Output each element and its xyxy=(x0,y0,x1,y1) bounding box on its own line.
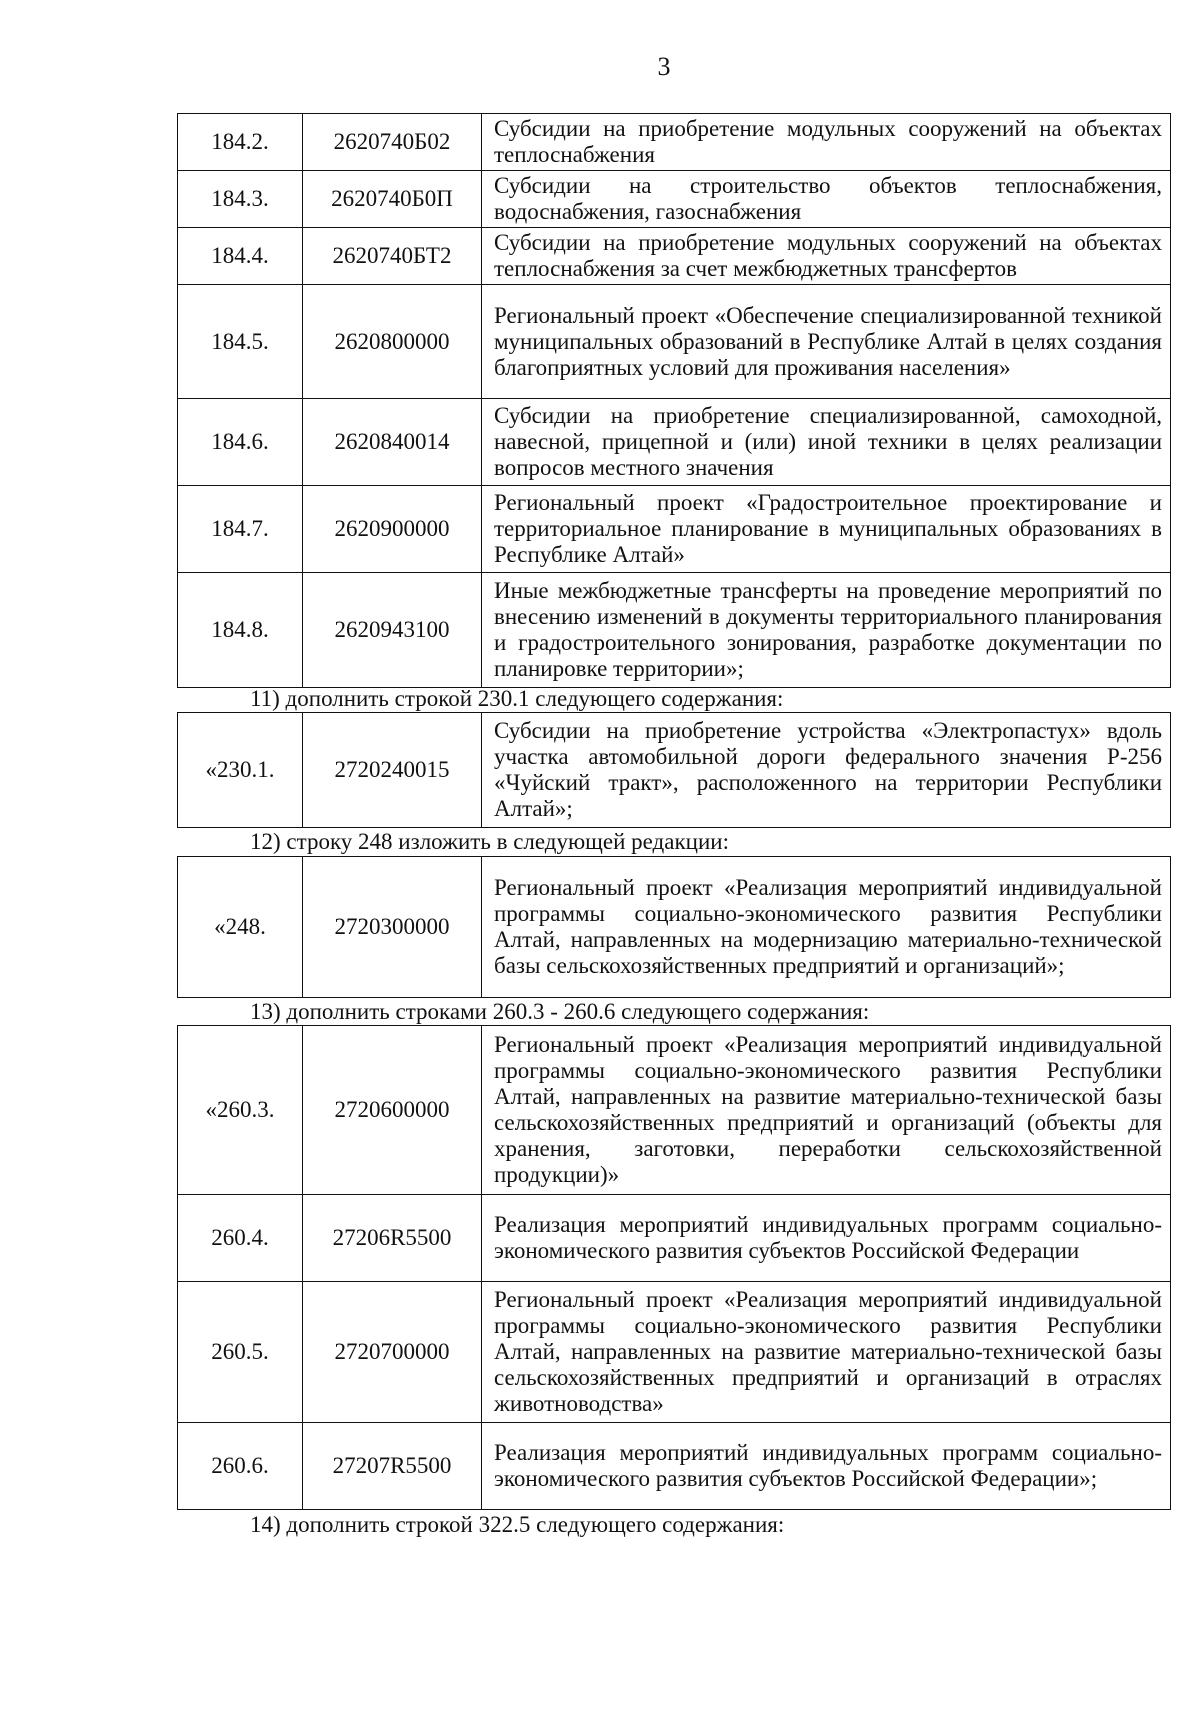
row-code: 2620943100 xyxy=(303,573,482,688)
table-row xyxy=(178,171,1171,228)
table-row xyxy=(178,114,1171,171)
row-code: 2620740Б02 xyxy=(303,114,482,171)
row-code: 2620740БТ2 xyxy=(303,228,482,285)
table-row xyxy=(178,228,1171,285)
row-description: Региональный проект «Обеспечение специализированной техникой муниципальных образований в Республике Алтай в целях создания благоприятных условий для проживания населения» xyxy=(482,285,1171,399)
row-description: Субсидии на строительство объектов теплоснабжения, водоснабжения, газоснабжения xyxy=(482,171,1171,228)
row-code: 27206R5500 xyxy=(303,1195,482,1282)
codes-table-2 xyxy=(177,712,1171,828)
row-code: 2620800000 xyxy=(303,285,482,399)
row-number: 184.4. xyxy=(178,228,303,285)
row-number: 260.5. xyxy=(178,1282,303,1423)
row-description: Реализация мероприятий индивидуальных программ социально-экономического развития субъектов Российской Федерации xyxy=(482,1195,1171,1282)
codes-table-1 xyxy=(177,113,1171,688)
row-code: 2620740Б0П xyxy=(303,171,482,228)
table-row xyxy=(178,285,1171,399)
row-number: 184.8. xyxy=(178,573,303,688)
row-code: 2720240015 xyxy=(303,713,482,828)
row-description: Субсидии на приобретение устройства «Электропастух» вдоль участка автомобильной дороги федерального значения Р-256 «Чуйский тракт», расположенного на территории Республики Алтай»; xyxy=(482,713,1171,828)
row-number: 260.4. xyxy=(178,1195,303,1282)
row-code: 2720700000 xyxy=(303,1282,482,1423)
table-row xyxy=(178,1195,1171,1282)
table-row xyxy=(178,1026,1171,1195)
table-row xyxy=(178,857,1171,998)
row-number: 184.6. xyxy=(178,399,303,486)
instruction-11: 11) дополнить строкой 230.1 следующего содержания: xyxy=(250,686,784,711)
row-number: «248. xyxy=(178,857,303,998)
row-number: «230.1. xyxy=(178,713,303,828)
row-description: Иные межбюджетные трансферты на проведение мероприятий по внесению изменений в документы территориального планирования и градостроительного зонирования, разработке документации по планировке территории»; xyxy=(482,573,1171,688)
row-number: 184.2. xyxy=(178,114,303,171)
row-code: 2720300000 xyxy=(303,857,482,998)
page-number: 3 xyxy=(657,52,671,81)
codes-table-4 xyxy=(177,1025,1171,1510)
table-row xyxy=(178,1423,1171,1510)
row-description: Региональный проект «Реализация мероприятий индивидуальной программы социально-экономического развития Республики Алтай, направленных на развитие материально-технической базы сельскохозяйственных предприятий и организаций (объекты для хранения, заготовки, переработки сельскохозяйственной продукции)» xyxy=(482,1026,1171,1195)
instruction-12: 12) строку 248 изложить в следующей редакции: xyxy=(250,829,729,854)
instruction-14: 14) дополнить строкой 322.5 следующего содержания: xyxy=(250,1512,785,1537)
row-description: Региональный проект «Реализация мероприятий индивидуальной программы социально-экономического развития Республики Алтай, направленных на модернизацию материально-технической базы сельскохозяйственных предприятий и организаций»; xyxy=(482,857,1171,998)
table-row xyxy=(178,399,1171,486)
row-code: 2620840014 xyxy=(303,399,482,486)
instruction-13: 13) дополнить строками 260.3 - 260.6 следующего содержания: xyxy=(250,999,870,1024)
row-description: Субсидии на приобретение специализированной, самоходной, навесной, прицепной и (или) иной техники в целях реализации вопросов местного значения xyxy=(482,399,1171,486)
table-row xyxy=(178,713,1171,828)
row-number: 260.6. xyxy=(178,1423,303,1510)
table-row xyxy=(178,573,1171,688)
table-row xyxy=(178,486,1171,573)
row-code: 2720600000 xyxy=(303,1026,482,1195)
row-code: 27207R5500 xyxy=(303,1423,482,1510)
row-number: 184.5. xyxy=(178,285,303,399)
codes-table-3 xyxy=(177,856,1171,998)
row-description: Реализация мероприятий индивидуальных программ социально-экономического развития субъектов Российской Федерации»; xyxy=(482,1423,1171,1510)
row-code: 2620900000 xyxy=(303,486,482,573)
row-description: Субсидии на приобретение модульных сооружений на объектах теплоснабжения xyxy=(482,114,1171,171)
row-description: Региональный проект «Градостроительное проектирование и территориальное планирование в муниципальных образованиях в Республике Алтай» xyxy=(482,486,1171,573)
row-description: Региональный проект «Реализация мероприятий индивидуальной программы социально-экономического развития Республики Алтай, направленных на развитие материально-технической базы сельскохозяйственных предприятий и организаций в отраслях животноводства» xyxy=(482,1282,1171,1423)
row-description: Субсидии на приобретение модульных сооружений на объектах теплоснабжения за счет межбюджетных трансфертов xyxy=(482,228,1171,285)
table-row xyxy=(178,1282,1171,1423)
row-number: 184.3. xyxy=(178,171,303,228)
row-number: «260.3. xyxy=(178,1026,303,1195)
row-number: 184.7. xyxy=(178,486,303,573)
